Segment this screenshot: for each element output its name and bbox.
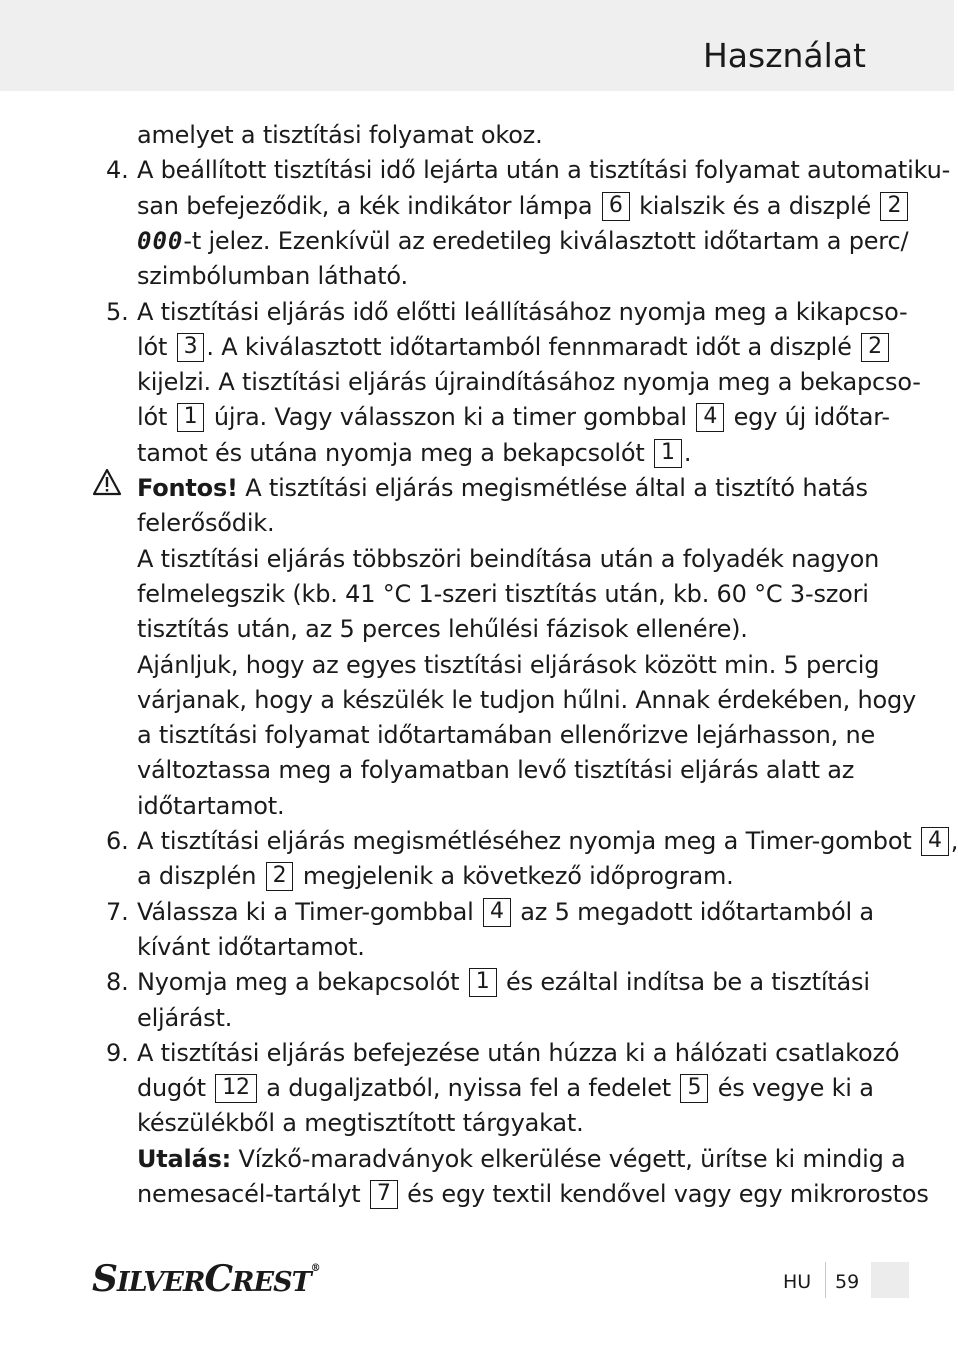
text-line: változtassa meg a folyamatban levő tisztítási eljárás alatt az bbox=[137, 756, 855, 785]
text-line: időtartamot. bbox=[137, 791, 285, 820]
text-line: kijelzi. A tisztítási eljárás újraindításához nyomja meg a bekapcso- bbox=[137, 368, 921, 397]
note-label: Utalás: bbox=[137, 1144, 232, 1173]
text-line: san befejeződik, a kék indikátor lámpa 6 kialszik és a diszplé 2 bbox=[137, 189, 910, 224]
language-code: HU bbox=[783, 1271, 812, 1293]
list-number: 4. bbox=[106, 156, 129, 185]
page-title: Használat bbox=[702, 36, 866, 75]
text-line: várjanak, hogy a készülék le tudjon hűlni. Annak érdekében, hogy bbox=[137, 685, 917, 714]
text-line: 000-t jelez. Ezenkívül az eredetileg kiválasztott időtartam a perc/ bbox=[137, 226, 909, 255]
ref-box: 4 bbox=[483, 898, 511, 927]
list-number: 8. bbox=[106, 968, 129, 997]
text-line: felerősődik. bbox=[137, 509, 275, 538]
text-line: Nyomja meg a bekapcsolót 1 és ezáltal indítsa be a tisztítási bbox=[137, 968, 870, 997]
text-line: lót 1 újra. Vagy válasszon ki a timer gombbal 4 egy új időtar- bbox=[137, 403, 890, 432]
warning-triangle-icon bbox=[92, 468, 122, 496]
text-line: eljárást. bbox=[137, 1003, 233, 1032]
ref-box: 5 bbox=[680, 1074, 708, 1103]
text-line: tamot és utána nyomja meg a bekapcsolót 1 . bbox=[137, 438, 692, 467]
brand-logo: SILVERCREST® bbox=[92, 1258, 320, 1300]
ref-box: 7 bbox=[370, 1180, 398, 1209]
text-line: A tisztítási eljárás megismétléséhez nyomja meg a Timer-gombot 4 , bbox=[137, 827, 958, 855]
text-line: szimbólumban látható. bbox=[137, 262, 408, 291]
ref-box: 1 bbox=[654, 439, 682, 468]
list-number: 9. bbox=[106, 1038, 129, 1067]
ref-box: 2 bbox=[266, 862, 294, 891]
text-line: kívánt időtartamot. bbox=[137, 932, 365, 961]
text-line: nemesacél-tartályt 7 és egy textil kendővel vagy egy mikrorostos bbox=[137, 1180, 929, 1208]
footer-divider bbox=[825, 1262, 826, 1298]
ref-box: 1 bbox=[469, 968, 497, 997]
page-number: 59 bbox=[835, 1271, 860, 1293]
ref-box: 3 bbox=[177, 333, 205, 362]
text-line: felmelegszik (kb. 41 °C 1-szeri tisztítás után, kb. 60 °C 3-szori bbox=[137, 579, 869, 608]
ref-box: 6 bbox=[602, 192, 630, 221]
text-line: A tisztítási eljárás idő előtti leállításához nyomja meg a kikapcso- bbox=[137, 297, 908, 326]
text-line: a diszplén 2 megjelenik a következő időprogram. bbox=[137, 862, 734, 891]
text-line: A tisztítási eljárás többszöri beindítása után a folyadék nagyon bbox=[137, 544, 880, 573]
text-line: tisztítás után, az 5 perces lehűlési fázisok ellenére). bbox=[137, 615, 748, 644]
text-line: A tisztítási eljárás befejezése után húzza ki a hálózati csatlakozó bbox=[137, 1038, 900, 1067]
text-line: Ajánljuk, hogy az egyes tisztítási eljárások között min. 5 percig bbox=[137, 650, 880, 679]
ref-box: 1 bbox=[177, 403, 205, 432]
page-tab-marker bbox=[871, 1262, 909, 1298]
ref-box: 2 bbox=[880, 192, 908, 221]
list-number: 6. bbox=[106, 827, 129, 855]
list-number: 7. bbox=[106, 897, 129, 926]
text-line: Utalás: Vízkő-maradványok elkerülése végett, ürítse ki mindig a bbox=[137, 1144, 906, 1173]
list-number: 5. bbox=[106, 297, 129, 326]
ref-box: 4 bbox=[921, 827, 949, 856]
important-label: Fontos! bbox=[137, 474, 238, 502]
text-line: amelyet a tisztítási folyamat okoz. bbox=[137, 121, 543, 149]
ref-box: 2 bbox=[861, 333, 889, 362]
ref-box: 4 bbox=[696, 403, 724, 432]
text-line: dugót 12 a dugaljzatból, nyissa fel a fedelet 5 és vegye ki a bbox=[137, 1074, 874, 1103]
text-line: Válassza ki a Timer-gombbal 4 az 5 megadott időtartamból a bbox=[137, 897, 874, 926]
ref-box: 12 bbox=[215, 1074, 257, 1103]
text-line: készülékből a megtisztított tárgyakat. bbox=[137, 1109, 584, 1138]
text-line: lót 3 . A kiválasztott időtartamból fennmaradt időt a diszplé 2 bbox=[137, 330, 891, 365]
text-line: Fontos! A tisztítási eljárás megismétlése által a tisztító hatás bbox=[137, 474, 868, 502]
display-digits: 000 bbox=[137, 226, 184, 255]
text-line: A beállított tisztítási idő lejárta után a tisztítási folyamat automatiku- bbox=[137, 156, 951, 185]
text-line: a tisztítási folyamat időtartamában ellenőrizve lejárhasson, ne bbox=[137, 721, 876, 750]
